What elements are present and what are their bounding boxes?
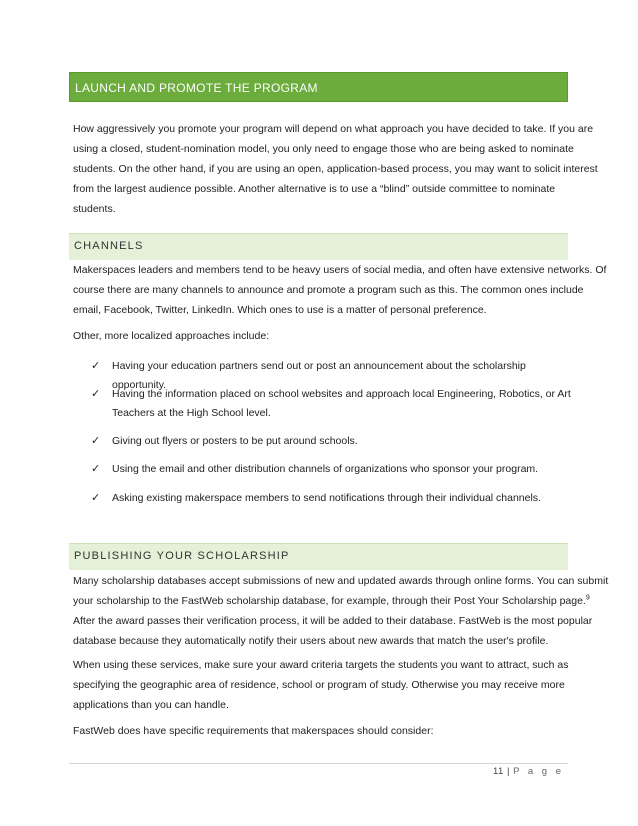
text-line: students. bbox=[73, 203, 116, 215]
publishing-paragraph-1 bbox=[73, 571, 609, 651]
list-item-text: Asking existing makerspace members to send notifications through their individual channels. bbox=[112, 492, 541, 504]
section-heading-channels bbox=[69, 233, 568, 260]
checkmark-icon: ✓ bbox=[91, 492, 101, 504]
text-line: Makerspaces leaders and members tend to be heavy users of social media, and often have extensive networks. Of bbox=[73, 264, 607, 276]
text-line: Having the information placed on school websites and approach local Engineering, Robotics, or Art bbox=[112, 388, 571, 400]
checkmark-icon: ✓ bbox=[91, 360, 101, 372]
text-line: Many scholarship databases accept submissions of new and updated awards through online forms. You can submit bbox=[73, 575, 609, 587]
section-banner-launch bbox=[69, 72, 568, 102]
publishing-paragraph-2 bbox=[73, 655, 568, 715]
list-item-text: Having your education partners send out or post an announcement about the scholarship opportunity. bbox=[112, 360, 526, 391]
checkmark-icon: ✓ bbox=[91, 388, 101, 400]
footer-separator: | bbox=[506, 766, 510, 777]
section-title-channels: CHANNELS bbox=[74, 240, 144, 252]
page-footer bbox=[493, 766, 564, 777]
footer-divider bbox=[69, 763, 568, 764]
footnote-marker[interactable]: 9 bbox=[585, 594, 590, 602]
publishing-paragraph-3 bbox=[73, 721, 568, 741]
list-item-text: Giving out flyers or posters to be put around schools. bbox=[112, 435, 358, 447]
text-line: How aggressively you promote your program will depend on what approach you have decided to take. If you are bbox=[73, 123, 594, 135]
page-label: P a g e bbox=[513, 766, 564, 777]
channels-intro-line bbox=[73, 326, 568, 346]
text-line: applications than you can handle. bbox=[73, 699, 229, 711]
text-line: Teachers at the High School level. bbox=[112, 407, 271, 419]
text-line: database because they automatically notify their users about new awards that match the user's profile. bbox=[73, 635, 549, 647]
section-title-launch: LAUNCH AND PROMOTE THE PROGRAM bbox=[75, 81, 318, 95]
checkmark-icon: ✓ bbox=[91, 435, 101, 447]
text-line: from the largest audience possible. Another alternative is to use a “blind” outside committee to nominate bbox=[73, 183, 556, 195]
text-line: specifying the geographic area of residence, school or program of study. Otherwise you may receive more bbox=[73, 679, 565, 691]
checkmark-icon: ✓ bbox=[91, 463, 101, 475]
list-item-text: Using the email and other distribution channels of organizations who sponsor your program. bbox=[112, 463, 539, 475]
text-line: students. On the other hand, if you are using an open, application-based process, you may want to solicit interest bbox=[73, 163, 598, 175]
text-line-content: your scholarship to the FastWeb scholarship database, for example, through their Post Your Scholarship page. bbox=[73, 595, 586, 607]
section-heading-publishing bbox=[69, 543, 568, 570]
text-line: email, Facebook, Twitter, LinkedIn. Which ones to use is a matter of personal preference. bbox=[73, 304, 487, 316]
text-line: Other, more localized approaches include: bbox=[73, 330, 270, 342]
intro-paragraph bbox=[73, 119, 598, 219]
text-line: course there are many channels to announce and promote a program such as this. The common ones include bbox=[73, 284, 584, 296]
text-line bbox=[73, 591, 590, 611]
text-line: After the award passes their verification process, it will be added to their database. FastWeb is the most popular bbox=[73, 615, 593, 627]
text-line: FastWeb does have specific requirements that makerspaces should consider: bbox=[73, 725, 434, 737]
channels-paragraph bbox=[73, 260, 607, 320]
list-item-text bbox=[112, 385, 571, 423]
text-line: using a closed, student-nomination model, you only need to engage those who are being asked to nominate bbox=[73, 143, 574, 155]
section-title-publishing: PUBLISHING YOUR SCHOLARSHIP bbox=[74, 550, 290, 562]
page-number: 11 bbox=[492, 766, 504, 777]
text-line: When using these services, make sure your award criteria targets the students you want to attract, such as bbox=[73, 659, 569, 671]
